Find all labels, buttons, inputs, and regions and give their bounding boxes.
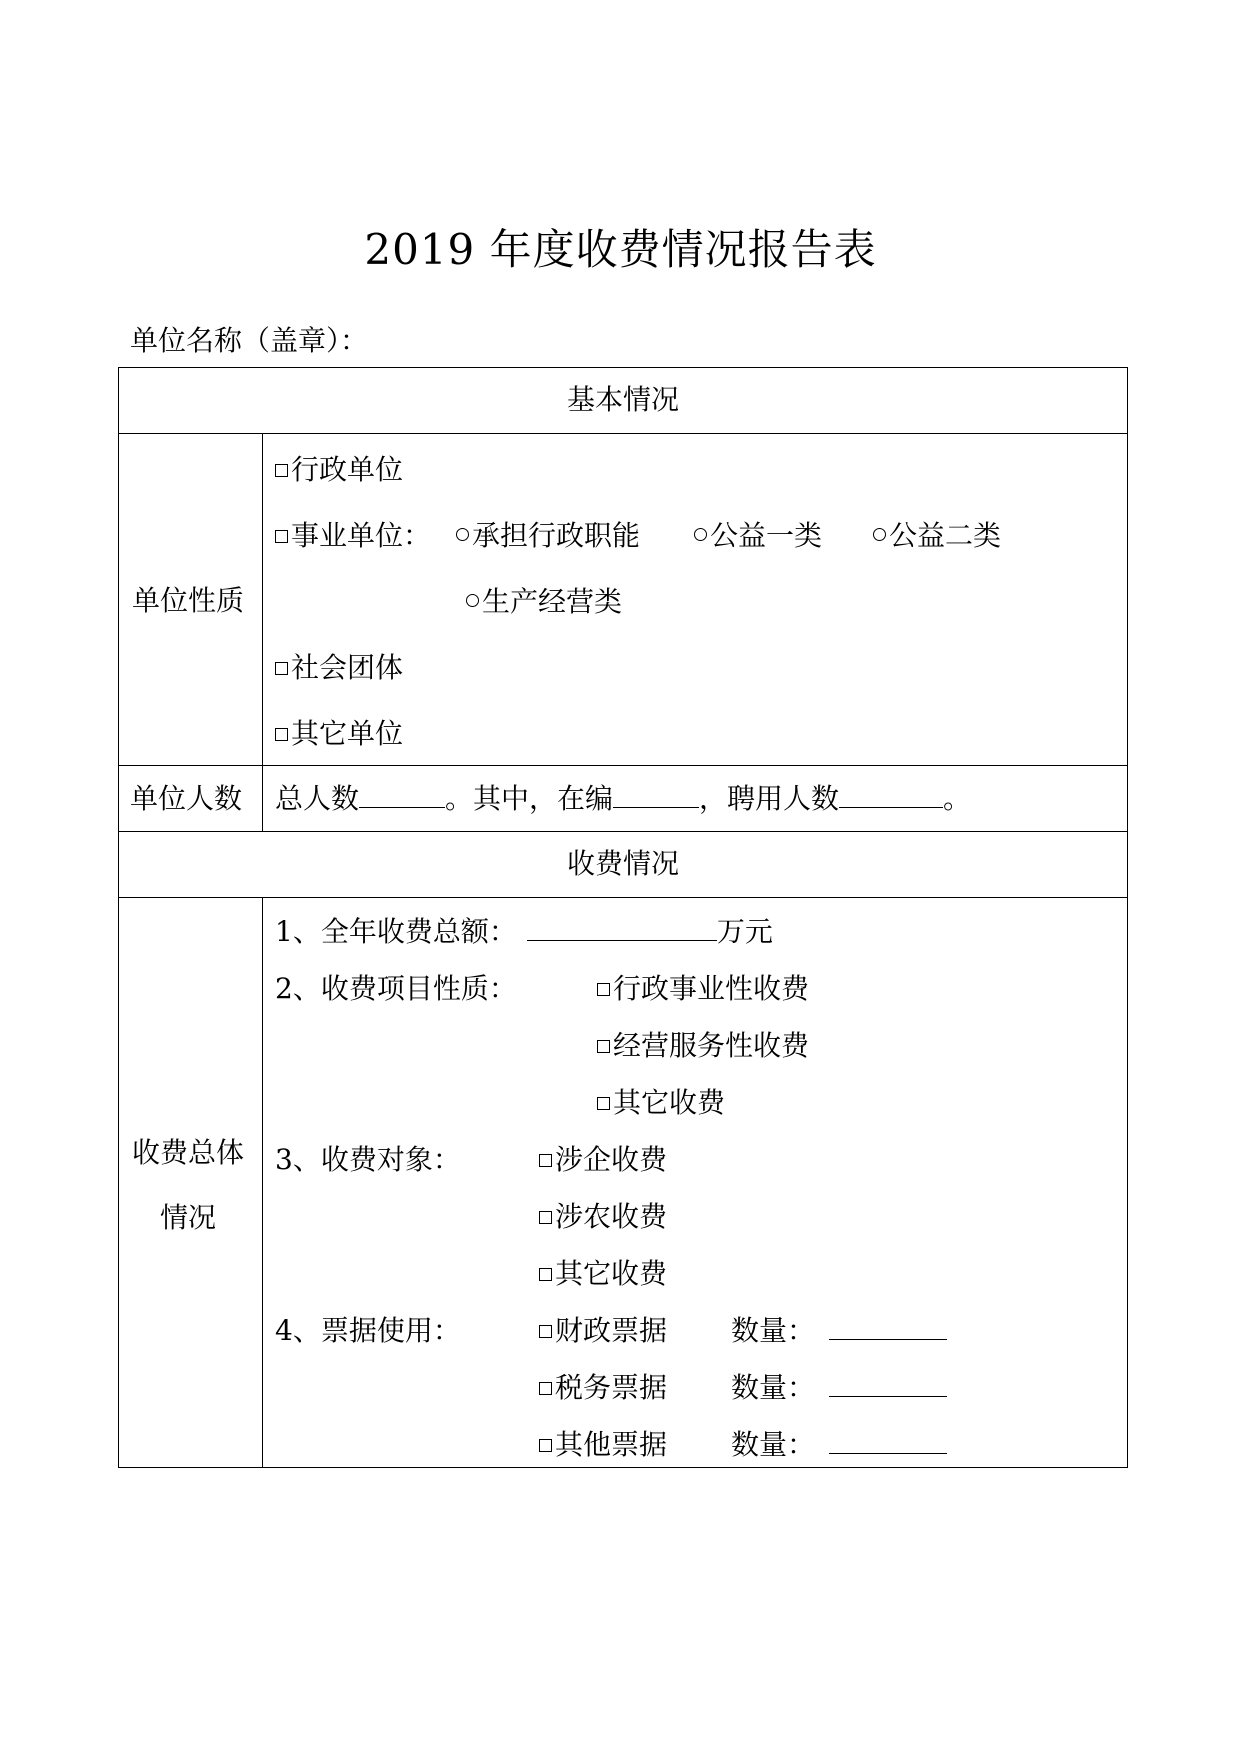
fee-overall-label-2: 情况 — [160, 1201, 217, 1234]
section-basic-info: 基本情况 — [566, 383, 679, 416]
table-divider — [118, 897, 1128, 898]
item-receipt-usage: 4、票据使用： — [275, 1314, 461, 1347]
headcount-row: 总人数 。其中，在编 ，聘用人数 。 — [275, 779, 971, 819]
radio-icon[interactable] — [456, 528, 469, 541]
checkbox-icon[interactable] — [539, 1382, 552, 1395]
checkbox-icon[interactable] — [539, 1211, 552, 1224]
table-border-bottom — [118, 1467, 1128, 1468]
checkbox-icon[interactable] — [597, 1040, 610, 1053]
option-finance-receipt[interactable]: 财政票据 — [539, 1311, 667, 1351]
staff-count-field[interactable] — [613, 779, 699, 808]
option-other-receipt[interactable]: 其他票据 — [539, 1425, 667, 1465]
option-tax-receipt[interactable]: 税务票据 — [539, 1368, 667, 1408]
option-social-group[interactable]: 社会团体 — [275, 648, 403, 688]
option-public-class-2[interactable]: 公益二类 — [873, 516, 1001, 556]
item-fee-target: 3、收费对象： — [275, 1143, 461, 1176]
finance-receipt-quantity: 数量： — [731, 1311, 947, 1351]
checkbox-icon[interactable] — [275, 530, 288, 543]
table-divider — [118, 433, 1128, 434]
headcount-label: 单位人数 — [130, 782, 243, 815]
other-receipt-quantity: 数量： — [731, 1425, 947, 1465]
table-column-divider — [262, 433, 263, 831]
item-fee-nature: 2、收费项目性质： — [275, 972, 517, 1005]
option-agriculture-fee[interactable]: 涉农收费 — [539, 1197, 667, 1237]
radio-icon[interactable] — [694, 528, 707, 541]
table-border-right — [1127, 367, 1128, 1467]
checkbox-icon[interactable] — [275, 728, 288, 741]
checkbox-icon[interactable] — [275, 662, 288, 675]
checkbox-icon[interactable] — [539, 1325, 552, 1338]
hired-count-field[interactable] — [839, 779, 943, 808]
option-other-target-fee[interactable]: 其它收费 — [539, 1254, 667, 1294]
checkbox-icon[interactable] — [539, 1154, 552, 1167]
option-public-institution[interactable]: 事业单位： — [275, 516, 431, 556]
unit-nature-label: 单位性质 — [132, 584, 245, 617]
checkbox-icon[interactable] — [597, 1097, 610, 1110]
total-fee-field[interactable] — [527, 912, 717, 941]
table-column-divider — [262, 897, 263, 1467]
fee-overall-label: 收费总体 — [132, 1136, 245, 1169]
checkbox-icon[interactable] — [597, 983, 610, 996]
option-production[interactable]: 生产经营类 — [466, 582, 622, 622]
option-other-fee[interactable]: 其它收费 — [597, 1083, 725, 1123]
table-divider — [118, 765, 1128, 766]
option-admin-fee[interactable]: 行政事业性收费 — [597, 969, 809, 1009]
table-border-left — [118, 367, 119, 1467]
item-total-fee: 1、全年收费总额： 万元 — [275, 912, 773, 952]
tax-quantity-field[interactable] — [829, 1368, 947, 1397]
option-admin-unit[interactable]: 行政单位 — [275, 450, 403, 490]
option-public-class-1[interactable]: 公益一类 — [694, 516, 822, 556]
checkbox-icon[interactable] — [275, 464, 288, 477]
other-quantity-field[interactable] — [829, 1425, 947, 1454]
checkbox-icon[interactable] — [539, 1439, 552, 1452]
radio-icon[interactable] — [466, 594, 479, 607]
option-service-fee[interactable]: 经营服务性收费 — [597, 1026, 809, 1066]
option-other-unit[interactable]: 其它单位 — [275, 714, 403, 754]
tax-receipt-quantity: 数量： — [731, 1368, 947, 1408]
finance-quantity-field[interactable] — [829, 1311, 947, 1340]
section-fees: 收费情况 — [566, 847, 679, 880]
unit-name-label: 单位名称（盖章）： — [130, 324, 369, 357]
table-divider — [118, 831, 1128, 832]
page-title: 2019 年度收费情况报告表 — [364, 225, 877, 274]
total-count-field[interactable] — [359, 779, 445, 808]
option-admin-function[interactable]: 承担行政职能 — [456, 516, 640, 556]
checkbox-icon[interactable] — [539, 1268, 552, 1281]
option-enterprise-fee[interactable]: 涉企收费 — [539, 1140, 667, 1180]
table-border-top — [118, 367, 1128, 368]
radio-icon[interactable] — [873, 528, 886, 541]
